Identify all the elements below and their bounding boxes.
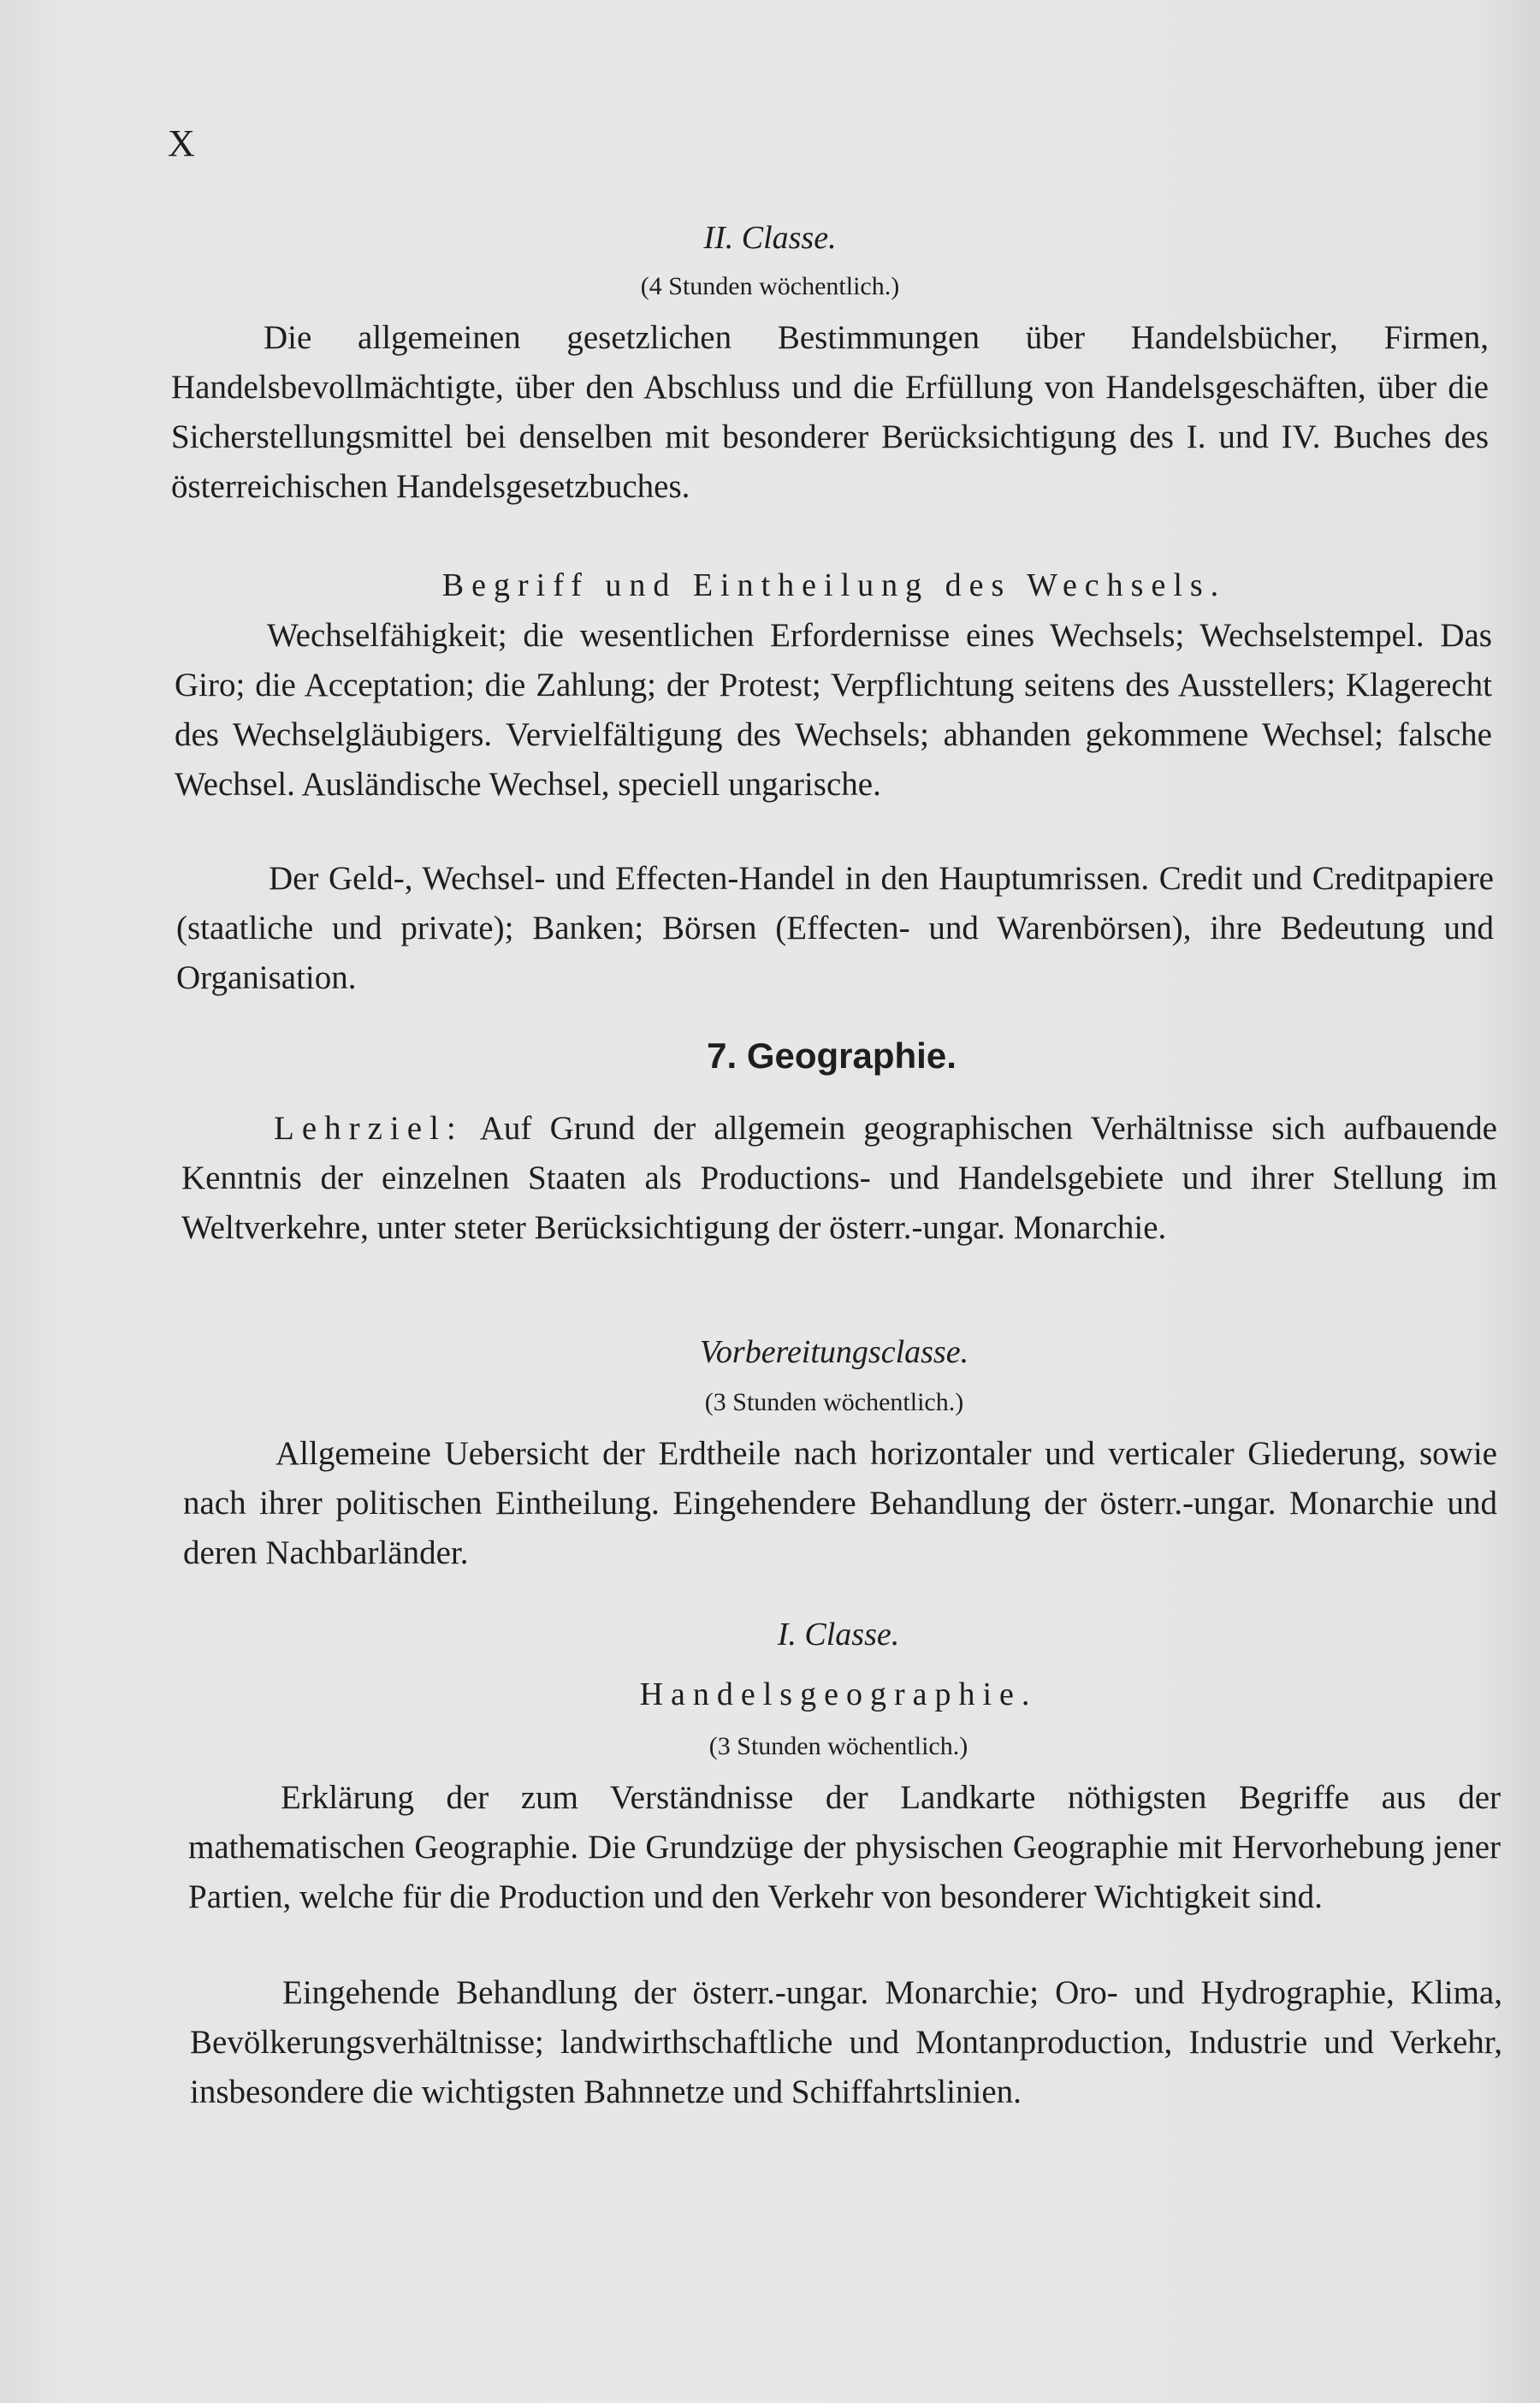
- classe-i-heading: I. Classe.: [777, 1617, 900, 1652]
- handelsgeographie-subheading: Handelsgeographie.: [639, 1676, 1038, 1712]
- classe-ii-heading: II. Classe.: [703, 220, 837, 256]
- classe-ii-paragraph-1: Die allgemeinen gesetzlichen Bestimmungen über Handelsbücher, Firmen, Handelsbevollmächtigte, über den Abschluss und die Erfüllung von Handelsgeschäften, über die Sicherstellungsmittel bei denselben mit besonderer Berücksichtigung des I. und IV. Buches des österreichischen Handelsgesetzbuches.: [171, 319, 1489, 505]
- geographie-title: 7. Geographie.: [707, 1035, 957, 1076]
- classe-ii-paragraph-3: Der Geld-, Wechsel- und Effecten-Handel in den Hauptumrissen. Credit und Creditpapiere (staatliche und private); Banken; Börsen (Effecten- und Warenbörsen), ihre Bedeutung und Organisation.: [176, 860, 1494, 996]
- wechsel-subheading: Begriff und Eintheilung des Wechsels.: [441, 567, 1227, 603]
- classe-ii-paragraph-2: Wechselfähigkeit; die wesentlichen Erfordernisse eines Wechsels; Wechselstempel. Das Giro; die Acceptation; die Zahlung; der Protest; Verpflichtung seitens des Ausstellers; Klagerecht des Wechselgläubigers. Vervielfältigung des Wechsels; abhanden gekommene Wechsel; falsche Wechsel. Ausländische Wechsel, speciell ungarische.: [175, 617, 1492, 803]
- vorbereitungsclasse-paragraph: Allgemeine Uebersicht der Erdtheile nach horizontaler und verticaler Gliederung, sowie nach ihrer politischen Eintheilung. Eingehendere Behandlung der österr.-ungar. Monarchie und deren Nachbarländer.: [183, 1435, 1497, 1571]
- vorbereitungsclasse-hours: (3 Stunden wöchentlich.): [704, 1388, 964, 1416]
- vorbereitungsclasse-heading: Vorbereitungsclasse.: [699, 1334, 969, 1370]
- lehrziel-label: Lehrziel:: [274, 1110, 464, 1147]
- lehrziel-paragraph: [181, 1104, 1497, 1253]
- classe-ii-hours: (4 Stunden wöchentlich.): [640, 272, 900, 300]
- lehrziel-text: Auf Grund der allgemein geographischen Verhältnisse sich aufbauende Kenntnis der einzelnen Staaten als Productions- und Handelsgebiete und ihrer Stellung im Weltverkehre, unter steter Berücksichtigung der österr.-ungar. Monarchie.: [181, 1110, 1497, 1246]
- page-number: X: [168, 122, 195, 164]
- classe-i-paragraph-2: Eingehende Behandlung der österr.-ungar. Monarchie; Oro- und Hydrographie, Klima, Bevölkerungsverhältnisse; landwirthschaftliche und Montanproduction, Industrie und Verkehr, insbesondere die wichtigsten Bahnnetze und Schiffahrtslinien.: [190, 1974, 1502, 2110]
- classe-i-hours: (3 Stunden wöchentlich.): [708, 1732, 968, 1760]
- classe-i-paragraph-1: Erklärung der zum Verständnisse der Landkarte nöthigsten Begriffe aus der mathematischen Geographie. Die Grundzüge der physischen Geographie mit Hervorhebung jener Partien, welche für die Production und den Verkehr von besonderer Wichtigkeit sind.: [188, 1779, 1501, 1915]
